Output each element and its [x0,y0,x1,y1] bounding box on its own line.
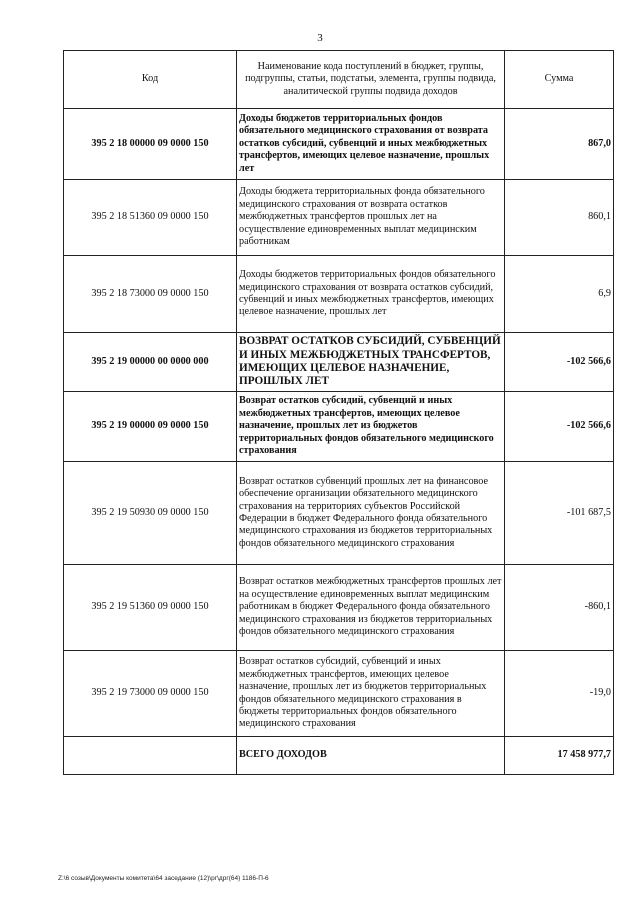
table-row [64,565,614,651]
row-sum: -102 566,6 [505,392,614,462]
row-sum: -19,0 [505,651,614,737]
row-name: ВОЗВРАТ ОСТАТКОВ СУБСИДИЙ, СУБВЕНЦИЙ И ИНЫХ МЕЖБЮДЖЕТНЫХ ТРАНСФЕРТОВ, ИМЕЮЩИХ ЦЕЛЕВОЕ НАЗНАЧЕНИЕ, ПРОШЛЫХ ЛЕТ [237,333,505,392]
table-row [64,256,614,333]
row-code: 395 2 19 51360 09 0000 150 [64,565,237,651]
table-row [64,462,614,565]
row-sum: -101 687,5 [505,462,614,565]
table-row [64,180,614,256]
total-code [64,737,237,775]
table-row [64,651,614,737]
table-total-row [64,737,614,775]
row-code: 395 2 19 50930 09 0000 150 [64,462,237,565]
page-number: 3 [317,32,323,44]
total-sum: 17 458 977,7 [505,737,614,775]
header-sum: Сумма [505,51,614,109]
row-sum: -102 566,6 [505,333,614,392]
row-code: 395 2 18 73000 09 0000 150 [64,256,237,333]
table-header-row [64,51,614,109]
total-label: ВСЕГО ДОХОДОВ [237,737,505,775]
row-code: 395 2 18 00000 09 0000 150 [64,109,237,180]
row-name: Доходы бюджета территориальных фонда обязательного медицинского страхования от возврата остатков межбюджетных трансфертов прошлых лет на осуществление единовременных выплат медицинским работникам [237,180,505,256]
row-code: 395 2 19 00000 09 0000 150 [64,392,237,462]
row-sum: 867,0 [505,109,614,180]
row-name: Возврат остатков субсидий, субвенций и иных межбюджетных трансфертов, имеющих целевое назначение, прошлых лет из бюджетов территориальных фондов обязательного медицинского страхования [237,392,505,462]
footer-file-path: Z:\6 созыв\Документы комитета\64 заседание (12)\рг\дрг(64) 1186-П-6 [58,875,269,882]
row-sum: -860,1 [505,565,614,651]
row-name: Доходы бюджетов территориальных фондов обязательного медицинского страхования от возврата остатков субсидий, субвенций и иных межбюджетных трансфертов, имеющих целевое назначение, прошлых лет [237,109,505,180]
row-code: 395 2 18 51360 09 0000 150 [64,180,237,256]
header-code: Код [64,51,237,109]
row-code: 395 2 19 00000 00 0000 000 [64,333,237,392]
row-name: Доходы бюджетов территориальных фондов обязательного медицинского страхования от возврата остатков субсидий, субвенций и иных межбюджетных трансфертов, имеющих целевое назначение, прошлых лет [237,256,505,333]
header-name: Наименование кода поступлений в бюджет, группы, подгруппы, статьи, подстатьи, элемента, группы подвида, аналитической группы подвида доходов [237,51,505,109]
table-row [64,109,614,180]
row-code: 395 2 19 73000 09 0000 150 [64,651,237,737]
row-name: Возврат остатков субвенций прошлых лет на финансовое обеспечение организации обязательного медицинского страхования на территориях субъектов Российской Федерации в бюджет Федерального фонда обязательного медицинского страхования из бюджетов территориальных фондов обязательного медицинского страхования [237,462,505,565]
row-sum: 6,9 [505,256,614,333]
row-name: Возврат остатков субсидий, субвенций и иных межбюджетных трансфертов, имеющих целевое назначение, прошлых лет из бюджетов территориальных фондов обязательного медицинского страхования в бюджеты территориальных фондов обязательного медицинского страхования [237,651,505,737]
table-row [64,333,614,392]
row-name: Возврат остатков межбюджетных трансфертов прошлых лет на осуществление единовременных выплат медицинским работникам в бюджет Федерального фонда обязательного медицинского страхования из бюджетов территориальных фондов обязательного медицинского страхования [237,565,505,651]
row-sum: 860,1 [505,180,614,256]
revenue-table [63,50,614,775]
table-row [64,392,614,462]
